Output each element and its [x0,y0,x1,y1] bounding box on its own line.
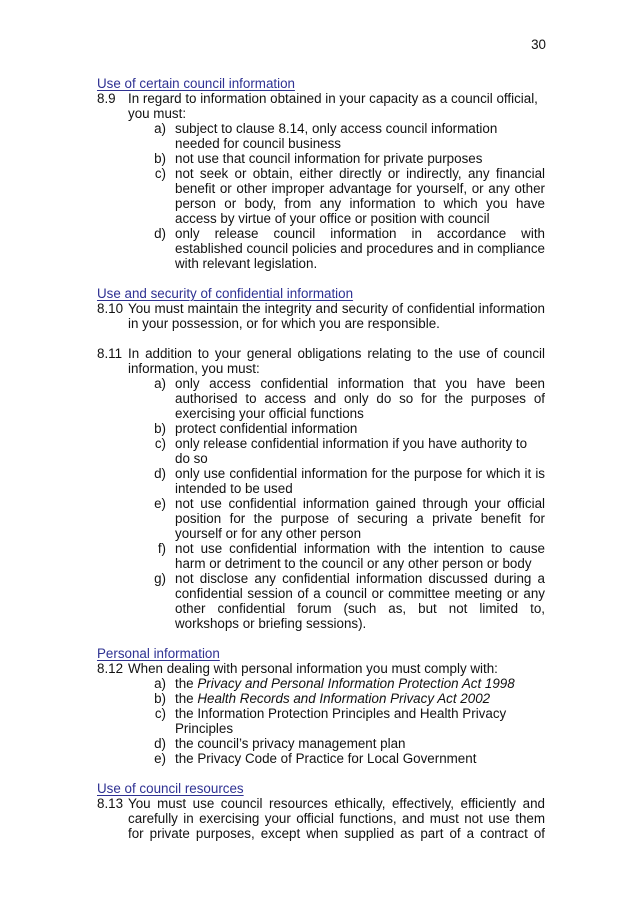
section-heading-personal-information: Personal information [97,646,220,661]
clause-8-11 [97,346,545,376]
item-letter: e) [154,496,166,511]
list-item [143,691,545,706]
item-letter: b) [154,151,166,166]
act-title: Privacy and Personal Information Protection Act 1998 [197,676,515,691]
clause-8-9-list [143,121,545,271]
clause-number: 8.10 [97,301,124,316]
item-letter: g) [154,571,166,586]
item-text: protect confidential information [175,421,358,436]
item-text: only access confidential information that you have been authorised to access and only do so for the purposes of exercising your official functions [175,376,545,421]
clause-8-13 [97,796,545,841]
item-letter: d) [154,736,166,751]
item-letter: c) [154,706,166,721]
item-letter: b) [154,421,166,436]
item-prefix: the [175,691,198,706]
item-letter: c) [154,166,166,181]
list-item [143,151,545,166]
clause-number: 8.9 [97,91,116,106]
clause-8-12 [97,661,545,676]
item-text: the Information Protection Principles and Health Privacy Principles [175,706,507,736]
document-body [97,76,545,841]
list-item [143,676,545,691]
list-item [143,376,545,421]
item-text: only use confidential information for the purpose for which it is intended to be used [175,466,545,496]
clause-8-12-list [143,676,545,766]
clause-number: 8.11 [97,346,123,361]
list-item [143,466,545,496]
item-letter: f) [157,541,166,556]
item-text: not use that council information for private purposes [175,151,483,166]
item-letter: e) [154,751,166,766]
clause-text: In regard to information obtained in your capacity as a council official, you must: [128,91,538,121]
item-text: subject to clause 8.14, only access council information needed for council business [175,121,498,151]
item-text: not disclose any confidential information discussed during a confidential session of a council or committee meeting or any other confidential forum (such as, but not limited to, workshops or briefing sessions). [175,571,545,631]
item-text: the council’s privacy management plan [175,736,406,751]
list-item [143,436,545,466]
clause-8-10 [97,301,545,331]
list-item [143,751,545,766]
list-item [143,121,545,151]
clause-text: When dealing with personal information you must comply with: [128,661,498,676]
clause-8-9 [97,91,545,121]
item-letter: a) [154,121,166,136]
list-item [143,706,545,736]
list-item [143,541,545,571]
item-text: not seek or obtain, either directly or indirectly, any financial benefit or other improper advantage for yourself, or any other person or body, from any information to which you have access by virtue of your office or position with council [175,166,545,226]
list-item [143,226,545,271]
list-item [143,421,545,436]
item-letter: d) [154,466,166,481]
item-text: only release council information in accordance with established council policies and procedures and in compliance with relevant legislation. [175,226,545,271]
item-text: the Privacy Code of Practice for Local Government [175,751,477,766]
item-text [175,691,545,706]
list-item [143,496,545,541]
item-text: not use confidential information gained through your official position for the purpose of securing a private benefit for yourself or for any other person [175,496,545,541]
item-text [175,676,545,691]
clause-text: You must maintain the integrity and security of confidential information in your possession, or for which you are responsible. [128,301,545,331]
clause-number: 8.13 [97,796,124,811]
item-letter: a) [154,376,166,391]
clause-8-11-list [143,376,545,631]
item-text: not use confidential information with the intention to cause harm or detriment to the council or any other person or body [175,541,545,571]
section-heading-confidential-information: Use and security of confidential information [97,286,354,301]
clause-text: In addition to your general obligations relating to the use of council information, you must: [128,346,545,376]
list-item [143,736,545,751]
clause-number: 8.12 [97,661,124,676]
item-letter: b) [154,691,166,706]
list-item [143,166,545,226]
act-title: Health Records and Information Privacy Act 2002 [197,691,491,706]
item-letter: c) [154,436,166,451]
section-heading-council-resources: Use of council resources [97,781,244,796]
item-prefix: the [175,676,198,691]
list-item [143,571,545,631]
clause-text: You must use council resources ethically, effectively, efficiently and carefully in exercising your official functions, and must not use them for private purposes, except when supplied as part of a contract of [128,796,545,841]
page-number: 30 [531,37,546,52]
section-heading-council-information: Use of certain council information [97,76,295,91]
item-text: only release confidential information if you have authority to do so [175,436,528,466]
item-letter: d) [154,226,166,241]
item-letter: a) [154,676,166,691]
